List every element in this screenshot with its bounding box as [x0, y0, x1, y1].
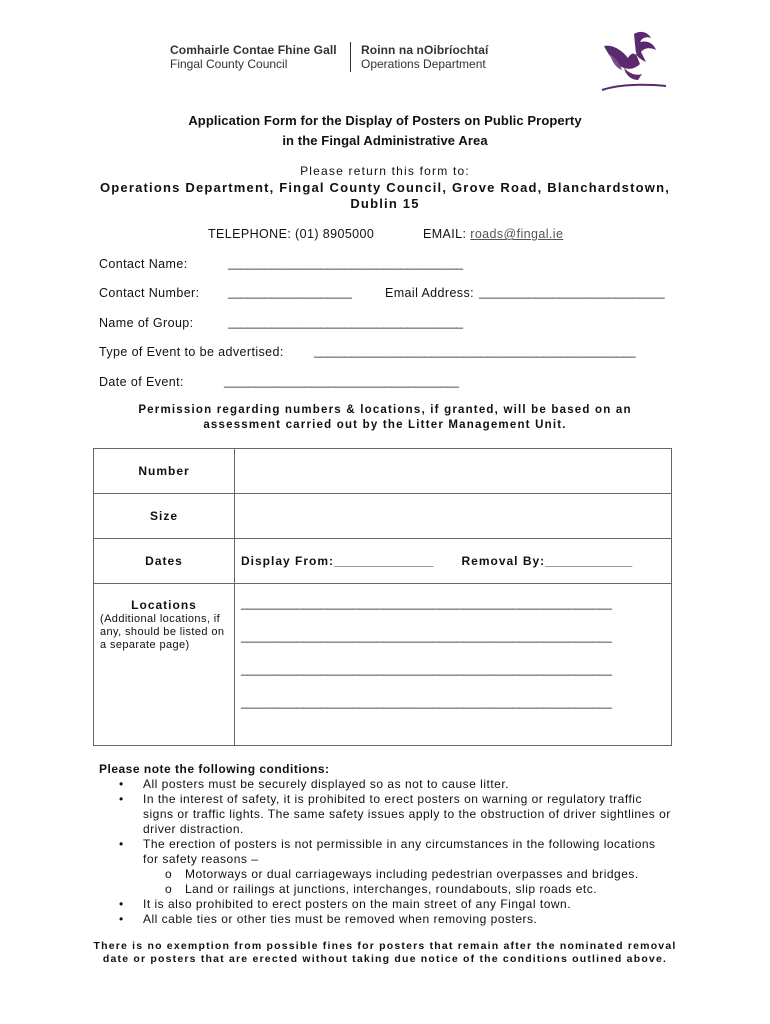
email-contact-label: EMAIL:	[423, 227, 467, 241]
location-line[interactable]: ____________________________________________________________	[241, 629, 612, 643]
permission-line2: assessment carried out by the Litter Management Unit.	[203, 419, 567, 431]
locations-note: (Additional locations, if any, should be listed on a separate page)	[100, 613, 225, 651]
condition-item: • The erection of posters is not permissible in any circumstances in the following locations for safety reasons –	[119, 837, 656, 866]
number-input[interactable]	[235, 449, 672, 494]
email-link[interactable]: roads@fingal.ie	[470, 227, 564, 241]
size-label: Size	[94, 494, 235, 539]
event-type-field[interactable]: ____________________________________________________	[314, 344, 636, 358]
return-prompt: Please return this form to:	[300, 164, 470, 178]
footer-line2: date or posters that are erected without taking due notice of the conditions outlined above.	[102, 953, 668, 965]
form-title-line2: in the Fingal Administrative Area	[282, 133, 488, 148]
removal-by-label: Removal By:	[461, 554, 546, 568]
footer-line1: There is no exemption from possible fines for posters that remain after the nominated removal	[93, 940, 677, 952]
contact-name-field[interactable]: ______________________________________	[228, 256, 463, 270]
condition-item: • All posters must be securely displayed so as not to cause litter.	[119, 777, 509, 791]
condition-subitem: o Motorways or dual carriageways including pedestrian overpasses and bridges.	[165, 867, 639, 881]
dates-label: Dates	[94, 539, 235, 584]
event-date-field[interactable]: ______________________________________	[224, 374, 459, 388]
email-address-field[interactable]: ______________________________	[479, 285, 665, 299]
condition-subitem: o Land or railings at junctions, interchanges, roundabouts, slip roads etc.	[165, 882, 598, 896]
locations-label: Locations	[131, 598, 197, 612]
permission-line1: Permission regarding numbers & locations, if granted, will be based on an	[138, 404, 632, 416]
header-divider	[350, 42, 351, 72]
locations-input[interactable]	[235, 584, 672, 746]
location-line[interactable]: ____________________________________________________________	[241, 662, 612, 676]
number-label: Number	[94, 449, 235, 494]
event-date-label: Date of Event:	[99, 375, 184, 389]
council-name-irish: Comhairle Contae Fhine Gall	[170, 43, 337, 57]
telephone: TELEPHONE: (01) 8905000	[208, 227, 375, 241]
location-line[interactable]: ____________________________________________________________	[241, 695, 612, 709]
council-name-english: Fingal County Council	[170, 57, 288, 71]
condition-item: • It is also prohibited to erect posters on the main street of any Fingal town.	[119, 897, 572, 911]
condition-item: • All cable ties or other ties must be removed when removing posters.	[119, 912, 538, 926]
email-contact	[423, 227, 563, 241]
return-address-line2: Dublin 15	[350, 196, 420, 211]
bird-logo-icon	[596, 28, 668, 94]
poster-details-table	[93, 448, 672, 746]
condition-item: • In the interest of safety, it is prohibited to erect posters on warning or regulatory traffic signs or traffic lights. The same safety issues apply to the obstruction of driver sightlines or driver distraction.	[119, 792, 671, 836]
conditions-list	[99, 777, 674, 927]
form-title-line1: Application Form for the Display of Posters on Public Property	[188, 113, 582, 128]
group-name-label: Name of Group:	[99, 316, 194, 330]
display-from-label: Display From:	[241, 554, 335, 568]
conditions-heading: Please note the following conditions:	[99, 762, 330, 776]
contact-number-label: Contact Number:	[99, 286, 200, 300]
dates-input[interactable]	[235, 539, 672, 584]
location-line[interactable]: ____________________________________________________________	[241, 596, 612, 610]
contact-name-label: Contact Name:	[99, 257, 188, 271]
group-name-field[interactable]: ______________________________________	[228, 315, 463, 329]
return-address-line1: Operations Department, Fingal County Council, Grove Road, Blanchardstown,	[99, 180, 671, 195]
size-input[interactable]	[235, 494, 672, 539]
event-type-label: Type of Event to be advertised:	[99, 345, 284, 359]
dept-name-irish: Roinn na nOibríochtaí	[361, 43, 489, 57]
removal-by-field[interactable]: ______________	[545, 554, 632, 568]
email-address-label: Email Address:	[385, 286, 474, 300]
contact-number-field[interactable]: ____________________	[228, 285, 352, 299]
locations-cell	[94, 584, 235, 746]
display-from-field[interactable]: ________________	[334, 554, 433, 568]
dept-name-english: Operations Department	[361, 57, 486, 71]
